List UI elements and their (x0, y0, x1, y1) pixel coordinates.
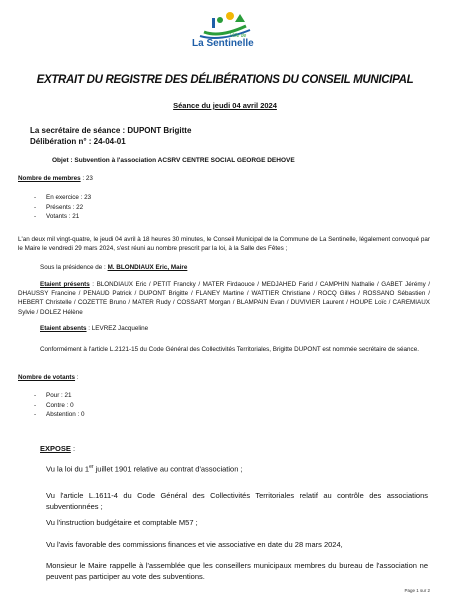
list-item: - Abstention : 0 (34, 410, 85, 420)
presidency-line (40, 263, 430, 272)
present-label: Etaient présents (40, 281, 90, 288)
conformement-paragraph: Conformément à l'article L.2121-15 du Code Général des Collectivités Territoriales, Brigitte DUPONT est nommée secrétaire de séance. (40, 346, 419, 353)
vu-article: Vu l'article L.1611-4 du Code Général des Collectivités Territoriales relatif au contrôle des associations subventionnées ; (46, 491, 428, 511)
vu-avis: Vu l'avis favorable des commissions finances et vie associative en date du 28 mars 2024, (46, 540, 343, 549)
page-number: Page 1 sur 2 (404, 588, 430, 593)
voters-list (34, 391, 85, 420)
list-item: - Votants : 21 (34, 212, 91, 222)
vu-loi-1901 (46, 462, 428, 475)
vu1-text-b: juillet 1901 relative au contrat d'association ; (93, 464, 243, 474)
vu1-text-a: Vu la loi du 1 (46, 464, 90, 474)
logo-name: La Sentinelle (192, 38, 254, 49)
deliberation-number: Délibération n° : 24-04-01 (30, 137, 126, 146)
members-heading (18, 174, 430, 183)
absent-label: Etaient absents (40, 325, 87, 332)
logo-graphic-icon (190, 8, 260, 42)
presidency-prefix: Sous la présidence de : (40, 264, 108, 271)
document-title: EXTRAIT DU REGISTRE DES DÉLIBÉRATIONS DU CONSEIL MUNICIPAL (36, 74, 414, 86)
list-item: - Présents : 22 (34, 203, 91, 213)
subject-line: Objet : Subvention à l'association ACSRV CENTRE SOCIAL GEORGE DEHOVE (52, 157, 295, 164)
voters-value: : (75, 374, 79, 381)
members-label: Nombre de membres (18, 175, 81, 182)
absent-list: : LEVREZ Jacqueline (86, 325, 149, 332)
list-item: - Contre : 0 (34, 401, 85, 411)
expose-heading (40, 444, 75, 453)
session-date: Séance du jeudi 04 avril 2024 (173, 101, 277, 110)
vu1-superscript: er (89, 464, 94, 470)
expose-suffix: : (70, 444, 76, 453)
secretary-block (30, 125, 191, 147)
rappel-paragraph: Monsieur le Maire rappelle à l'assemblée que les conseillers municipaux membres du bureau de l'association ne peuvent pas participer au vote des subventions. (46, 561, 428, 581)
logo-subtitle: Ville de (230, 33, 247, 39)
members-value: : 23 (80, 175, 93, 182)
vu-instruction: Vu l'instruction budgétaire et comptable M57 ; (46, 518, 198, 527)
voters-heading (18, 373, 430, 382)
absent-line (40, 324, 430, 333)
present-paragraph (18, 280, 430, 317)
members-list (34, 193, 91, 222)
list-item: - En exercice : 23 (34, 193, 91, 203)
present-list: : BLONDIAUX Eric / PETIT Francky / MATER Firdaouce / MEDJAHED Farid / CAMPHIN Nathalie / GABET Jérémy / DHAUSSY Francine / PENAUD Patrick / DUPONT Brigitte / FLANEY Martine / WATTIER Christiane / ROCQ Gilles / ROSSANO Sébastien / HEBERT Christelle / COZETTE Bruno / MATER Rudy / COSSART Morgan / BLAMPAIN Evan / DUVIVIER Laurent / HOUPE Loïc / CAREMIAUX Sylvie / DOLEZ Hélène (18, 281, 430, 316)
intro-paragraph: L'an deux mil vingt-quatre, le jeudi 04 avril à 18 heures 30 minutes, le Conseil Municipal de la Commune de La Sentinelle, légalement convoqué par le Maire le vendredi 29 mars 2024, s'est réuni au nombre prescrit par la loi, à la Salle des Fêtes ; (18, 236, 430, 253)
secretary-line: La secrétaire de séance : DUPONT Brigitte (30, 126, 192, 135)
president-name: M. BLONDIAUX Eric, Maire (107, 264, 188, 271)
list-item: - Pour : 21 (34, 391, 85, 401)
expose-label: EXPOSE (40, 444, 71, 453)
voters-label: Nombre de votants (18, 374, 76, 381)
